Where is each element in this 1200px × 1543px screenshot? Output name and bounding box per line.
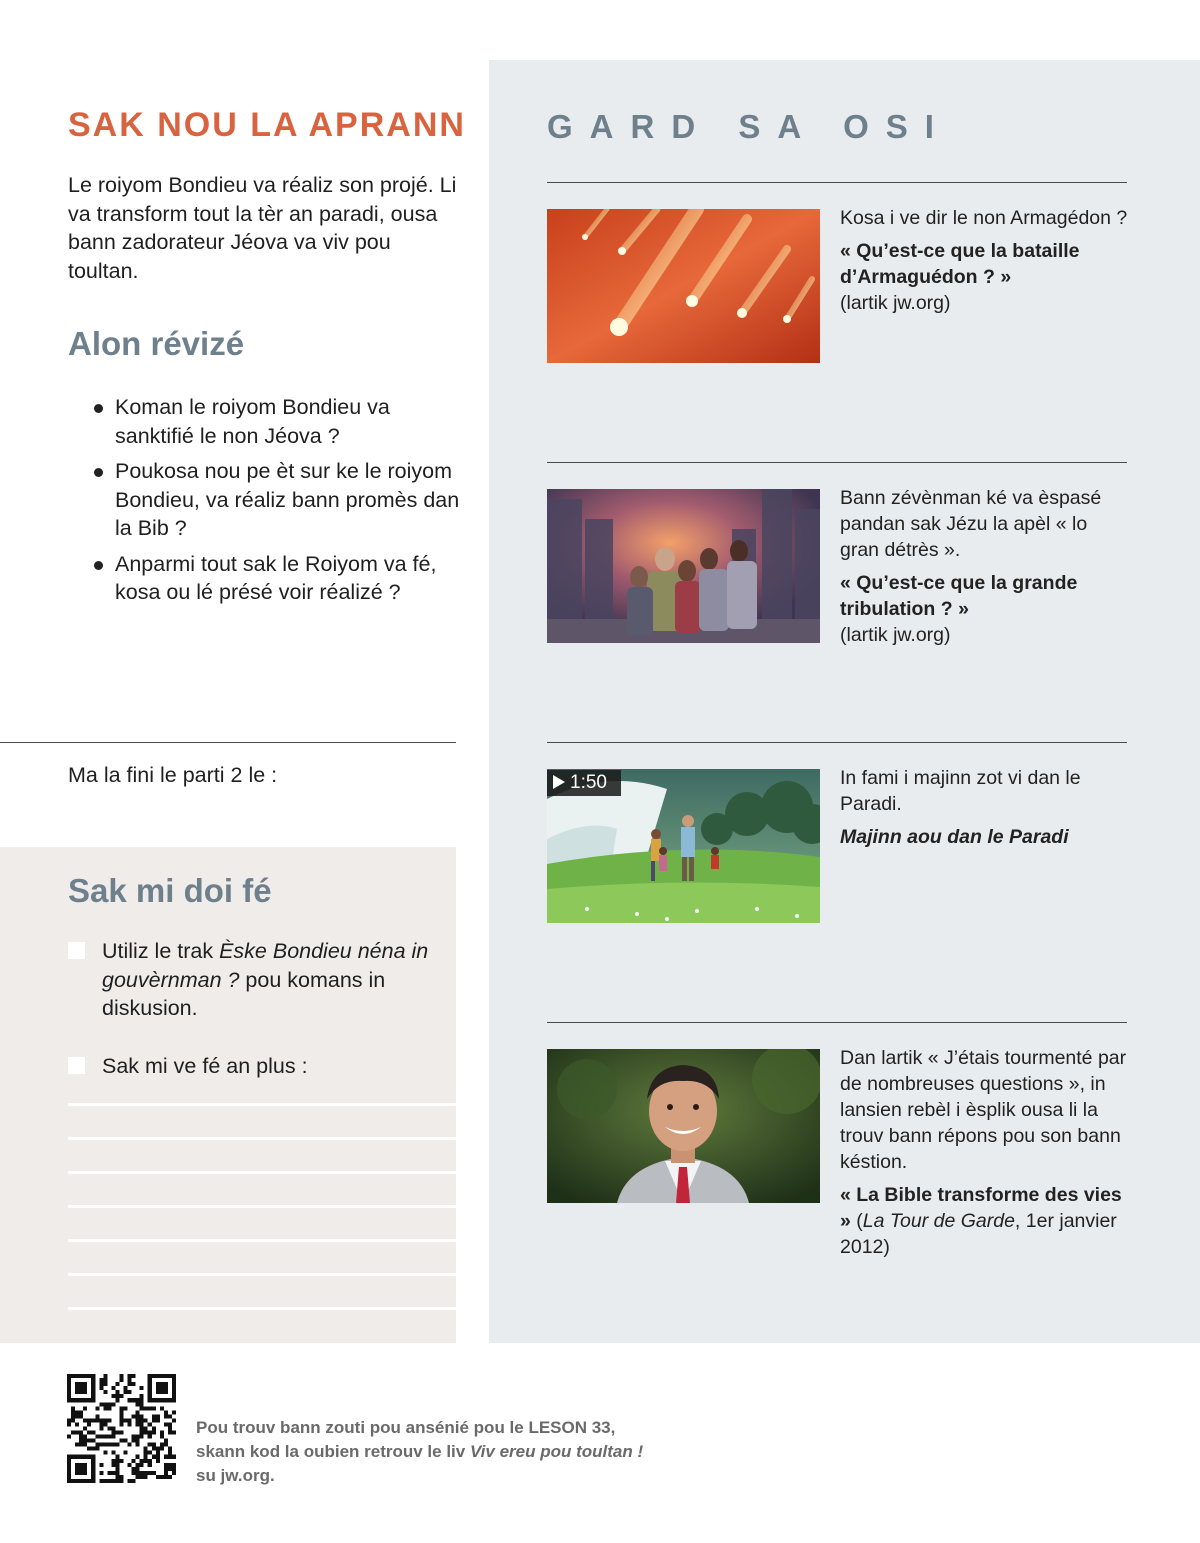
- divider: [547, 182, 1127, 183]
- tract-title: Èske Bondieu néna in gouvèrnman ?: [102, 939, 429, 992]
- review-question: Poukosa nou pe èt sur ke le roiyom Bondieu, va réaliz bann promès dan la Bib ?: [115, 459, 460, 540]
- resource-card: [840, 1045, 1130, 1260]
- further-resources-heading: GARD SA OSI: [547, 108, 951, 145]
- family-in-ruined-city-image[interactable]: [547, 489, 820, 643]
- bullet-icon: [94, 404, 103, 413]
- todo-item: [102, 937, 447, 1023]
- source-open: (: [850, 1210, 863, 1232]
- source-date: , 1er janvier 2012): [840, 1210, 1117, 1258]
- divider: [547, 1022, 1127, 1023]
- meteors-fire-image[interactable]: [547, 209, 820, 363]
- book-title: Viv ereu pou toultan !: [469, 1442, 644, 1461]
- divider: [547, 462, 1127, 463]
- video-duration-badge: [547, 770, 621, 796]
- play-icon: [553, 775, 565, 789]
- resource-description: Dan lartik « J’étais tourmenté par de nombreuses questions », in lansien rebèl i èsplik ousa li la trouv bann répons pou son bann késtion.: [840, 1047, 1127, 1173]
- writing-line[interactable]: [68, 1171, 456, 1174]
- resource-source: (lartik jw.org): [840, 624, 951, 646]
- writing-line[interactable]: [68, 1103, 456, 1106]
- writing-line[interactable]: [68, 1137, 456, 1140]
- footer-note: [196, 1416, 756, 1488]
- todo-heading: Sak mi doi fé: [68, 872, 272, 909]
- review-question: Koman le roiyom Bondieu va sanktifié le non Jéova ?: [115, 395, 390, 448]
- resource-link[interactable]: « Qu’est-ce que la grande tribulation ? »: [840, 572, 1078, 620]
- writing-line[interactable]: [68, 1307, 456, 1310]
- list-item: [92, 393, 462, 450]
- footer-text: skann kod la oubien retrouv le liv: [196, 1442, 470, 1461]
- resource-link[interactable]: Majinn aou dan le Paradi: [840, 826, 1069, 848]
- resource-description: Bann zévènman ké va èspasé pandan sak Jézu la apèl « lo gran détrès ».: [840, 487, 1102, 561]
- list-item: [92, 457, 462, 543]
- footer-line: Pou trouv bann zouti pou ansénié pou le LESON 33,: [196, 1418, 616, 1437]
- checkbox[interactable]: [68, 1057, 85, 1074]
- review-heading: Alon révizé: [68, 325, 245, 362]
- divider: [547, 742, 1127, 743]
- review-questions: [92, 393, 462, 614]
- smiling-man-portrait[interactable]: [547, 1049, 820, 1203]
- summary-text: Le roiyom Bondieu va réaliz son projé. Li va transform tout la tèr an paradi, ousa bann zadorateur Jéova va viv pou toultan.: [68, 173, 457, 283]
- todo-item-text: Utiliz le trak: [102, 939, 220, 963]
- source-publication: La Tour de Garde: [862, 1210, 1015, 1232]
- todo-item-text: pou komans in diskusion.: [102, 967, 386, 1020]
- todo-panel: [0, 847, 456, 1343]
- writing-line[interactable]: [68, 1273, 456, 1276]
- writing-line[interactable]: [68, 1239, 456, 1242]
- footer-line: su jw.org.: [196, 1466, 275, 1485]
- checkbox[interactable]: [68, 942, 85, 959]
- resource-link[interactable]: « Qu’est-ce que la bataille d’Armaguédon ? »: [840, 240, 1080, 288]
- resource-description: Kosa i ve dir le non Armagédon ?: [840, 207, 1128, 229]
- writing-line[interactable]: [68, 1205, 456, 1208]
- resource-card: [840, 765, 1130, 850]
- bullet-icon: [94, 468, 103, 477]
- review-question: Anparmi tout sak le Roiyom va fé, kosa ou lé présé voir réalizé ?: [115, 551, 437, 604]
- bullet-icon: [94, 561, 103, 570]
- resource-card: [840, 485, 1130, 648]
- completion-date-label[interactable]: Ma la fini le parti 2 le :: [68, 763, 278, 787]
- resource-card: [840, 205, 1130, 316]
- video-duration: 1:50: [570, 772, 607, 793]
- qr-code[interactable]: [67, 1374, 176, 1483]
- resource-description: In fami i majinn zot vi dan le Paradi.: [840, 767, 1081, 815]
- resource-source: (lartik jw.org): [840, 292, 951, 314]
- summary-heading: SAK NOU LA APRANN: [68, 106, 466, 144]
- resource-link-text[interactable]: « La Bible transforme des vies »: [840, 1184, 1122, 1232]
- list-item: [92, 550, 462, 607]
- todo-item: Sak mi ve fé an plus :: [102, 1054, 308, 1078]
- divider: [0, 742, 456, 743]
- footer-line: [196, 1440, 756, 1464]
- resource-link: [840, 1182, 1130, 1260]
